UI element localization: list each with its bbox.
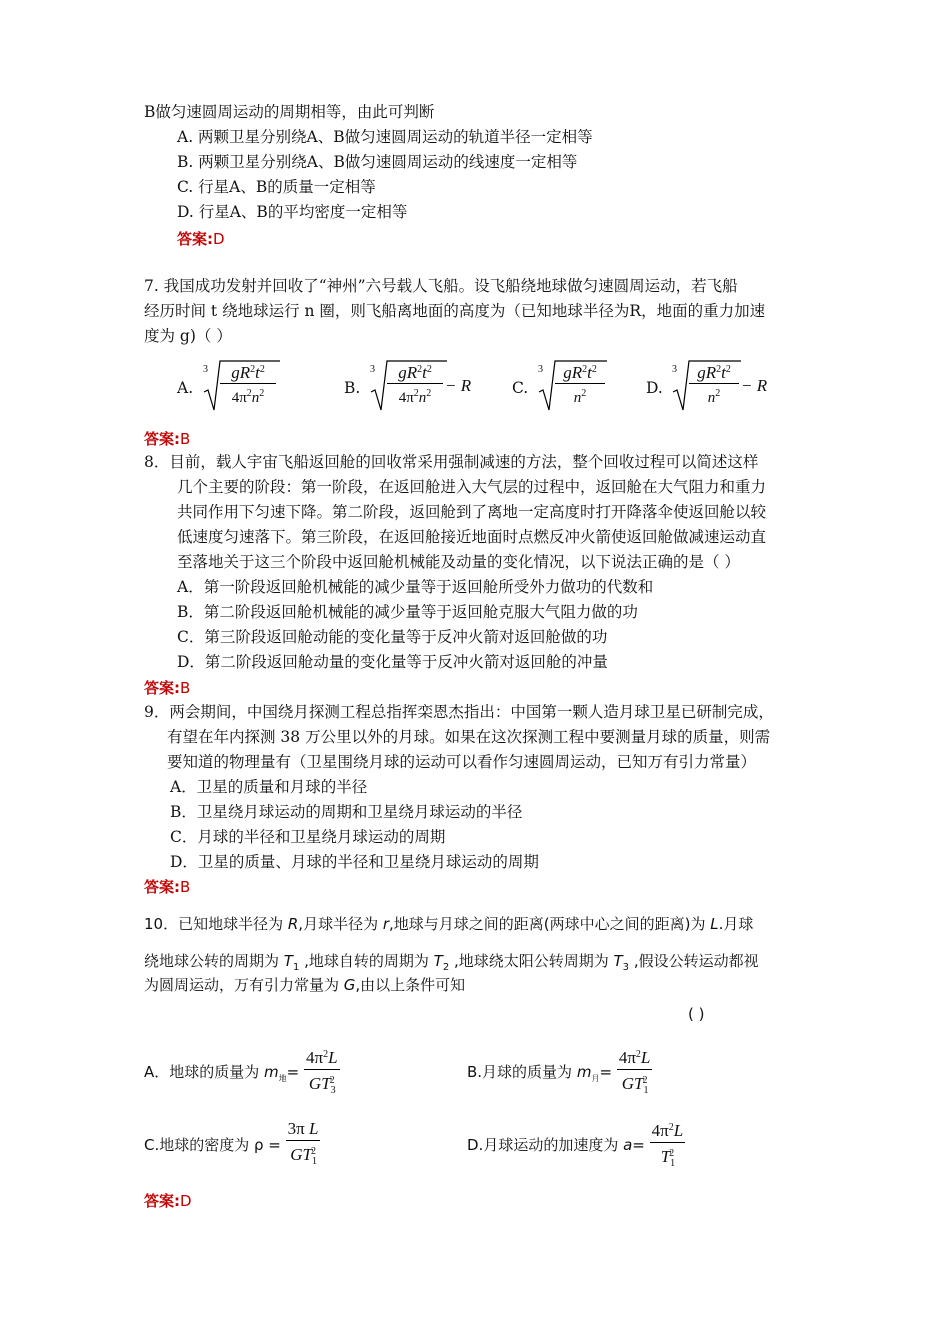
q9-option-d: D．卫星的质量、月球的半径和卫星绕月球运动的周期: [170, 853, 539, 871]
q6-continuation: B做匀速圆周运动的周期相等，由此可判断: [144, 103, 435, 121]
q7-label-c: C.: [512, 379, 529, 397]
q6-answer: 答案:D: [177, 230, 225, 248]
q9-line-3: 要知道的物理量有（卫星围绕月球的运动可以看作匀速圆周运动，已知万有引力常量）: [167, 753, 757, 771]
q10-formula-c: $\frac{\text{3π L}}{GT_1^2}$: [287, 1119, 319, 1167]
q8-line-1: 8．目前，载人宇宙飞船返回舱的回收常采用强制减速的方法，整个回收过程可以简述这样: [144, 453, 759, 471]
q8-option-b: B．第二阶段返回舱机械能的减少量等于返回舱克服大气阻力做的功: [177, 603, 638, 621]
q8-line-2: 几个主要的阶段：第一阶段，在返回舱进入大气层的过程中，返回舱在大气阻力和重力: [177, 478, 767, 496]
q6-option-a: A. 两颗卫星分别绕A、B做匀速圆周运动的轨道半径一定相等: [177, 128, 593, 146]
q9-option-c: C．月球的半径和卫星绕月球运动的周期: [170, 828, 446, 846]
q10-formula-b: $\frac{4\pi^2L}{GT_1^2}$: [617, 1045, 653, 1101]
q7-answer: 答案:B: [144, 430, 191, 448]
q10-answer: 答案:D: [144, 1192, 192, 1210]
q10-option-a: A．地球的质量为 $m_地=$ $\frac{4\pi^2L}{GT_3^2}$: [144, 1042, 340, 1102]
q10-line-1: 10．已知地球半径为 R,月球半径为 r,地球与月球之间的距离(两球中心之间的距离)为 L.月球: [144, 915, 754, 933]
q10-option-b: B.月球的质量为 $m_月=$ $\frac{4\pi^2L}{GT_1^2}$: [467, 1042, 652, 1102]
q7-formula-c: 3 $gR^2t^2$ $n^2$: [537, 358, 617, 414]
q10-line-3: 为圆周运动，万有引力常量为 G,由以上条件可知: [144, 976, 466, 994]
q6-option-b: B. 两颗卫星分别绕A、B做匀速圆周运动的线速度一定相等: [177, 153, 578, 171]
q10-option-c: C.地球的密度为 ρ = $\frac{\text{3π L}}{GT_1^2}$: [144, 1115, 320, 1175]
q9-option-a: A．卫星的质量和月球的半径: [170, 778, 368, 796]
q9-option-b: B．卫星绕月球运动的周期和卫星绕月球运动的半径: [170, 803, 523, 821]
q8-answer: 答案:B: [144, 679, 191, 697]
q10-option-d: D.月球运动的加速度为 a= $\frac{4\pi^2L}{T_1^2}$: [467, 1115, 685, 1175]
q7-line-2: 经历时间 t 绕地球运行 n 圈，则飞船离地面的高度为（已知地球半径为R，地面的重力加速: [144, 302, 766, 320]
q10-formula-a: $\frac{4\pi^2L}{GT_3^2}$: [304, 1045, 340, 1101]
root-index: 3: [203, 364, 208, 375]
q7-formula-a: 3 $gR^2t^2$ $4\pi^2n^2$: [202, 358, 292, 414]
q10-line-2: 绕地球公转的周期为 $T_1$ ,地球自转的周期为 $T_2$ ,地球绕太阳公转周期为 $T_3$ ,假设公转运动都视: [144, 952, 759, 973]
q8-line-4: 低速度匀速落下。第三阶段，在返回舱接近地面时点燃反冲火箭使返回舱做减速运动直: [177, 528, 767, 546]
q8-option-c: C．第三阶段返回舱动能的变化量等于反冲火箭对返回舱做的功: [177, 628, 608, 646]
q8-option-a: A．第一阶段返回舱机械能的减少量等于返回舱所受外力做功的代数和: [177, 578, 654, 596]
q7-label-a: A.: [177, 379, 194, 397]
q9-answer: 答案:B: [144, 878, 191, 896]
q8-option-d: D．第二阶段返回舱动量的变化量等于反冲火箭对返回舱的冲量: [177, 653, 608, 671]
q7-label-d: D.: [646, 379, 663, 397]
q8-line-3: 共同作用下匀速下降。第二阶段，返回舱到了离地一定高度时打开降落伞使返回舱以较: [177, 503, 767, 521]
q8-line-5: 至落地关于这三个阶段中返回舱机械能及动量的变化情况，以下说法正确的是（ ）: [177, 553, 740, 571]
q9-line-2: 有望在年内探测 38 万公里以外的月球。如果在这次探测工程中要测量月球的质量，则需: [167, 728, 771, 746]
q7-line-1: 7. 我国成功发射并回收了“神州”六号载人飞船。设飞船绕地球做匀速圆周运动，若飞船: [144, 277, 738, 295]
q10-answer-paren: ( ): [688, 1005, 705, 1023]
q6-option-d: D. 行星A、B的平均密度一定相等: [177, 203, 408, 221]
q7-line-3: 度为 g)（ ）: [144, 327, 232, 345]
q7-formula-b: 3 $gR^2t^2$ $4\pi^2n^2$ − R: [369, 358, 479, 414]
q10-formula-d: $\frac{4\pi^2L}{T_1^2}$: [650, 1118, 686, 1174]
q7-formula-d: 3 $gR^2t^2$ $n^2$ − R: [671, 358, 781, 414]
q6-option-c: C. 行星A、B的质量一定相等: [177, 178, 376, 196]
q7-label-b: B.: [344, 379, 361, 397]
q9-line-1: 9．两会期间，中国绕月探测工程总指挥栾恩杰指出：中国第一颗人造月球卫星已研制完成，: [144, 703, 774, 721]
